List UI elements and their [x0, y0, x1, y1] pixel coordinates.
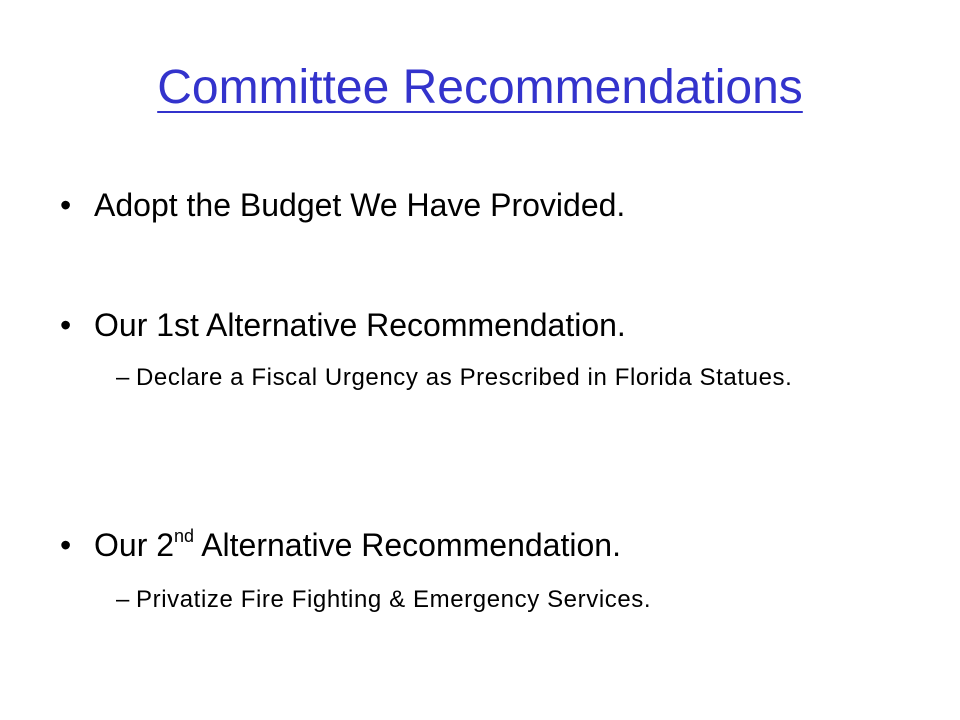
bullet-text-rest: Alternative Recommendation.	[194, 527, 621, 563]
bullet-icon: •	[60, 527, 72, 563]
sub-bullet-text: Privatize Fire Fighting & Emergency Services.	[136, 586, 652, 613]
bullet-text-main: Our 2	[94, 527, 175, 563]
sub-bullet-text: Declare a Fiscal Urgency as Prescribed in Florida Statues.	[136, 364, 793, 391]
bullet-text: Adopt the Budget We Have Provided.	[94, 187, 626, 223]
bullet-icon: •	[60, 307, 72, 343]
ordinal-suffix: nd	[174, 526, 195, 546]
bullet-text	[94, 525, 621, 565]
sub-bullet-item	[116, 582, 906, 618]
bullet-icon: •	[60, 187, 72, 223]
dash-icon: –	[116, 364, 130, 391]
dash-icon: –	[116, 586, 130, 613]
bullet-text: Our 1st Alternative Recommendation.	[94, 307, 626, 343]
slide-title: Committee Recommendations	[157, 61, 803, 114]
sub-bullet-item	[116, 360, 906, 396]
